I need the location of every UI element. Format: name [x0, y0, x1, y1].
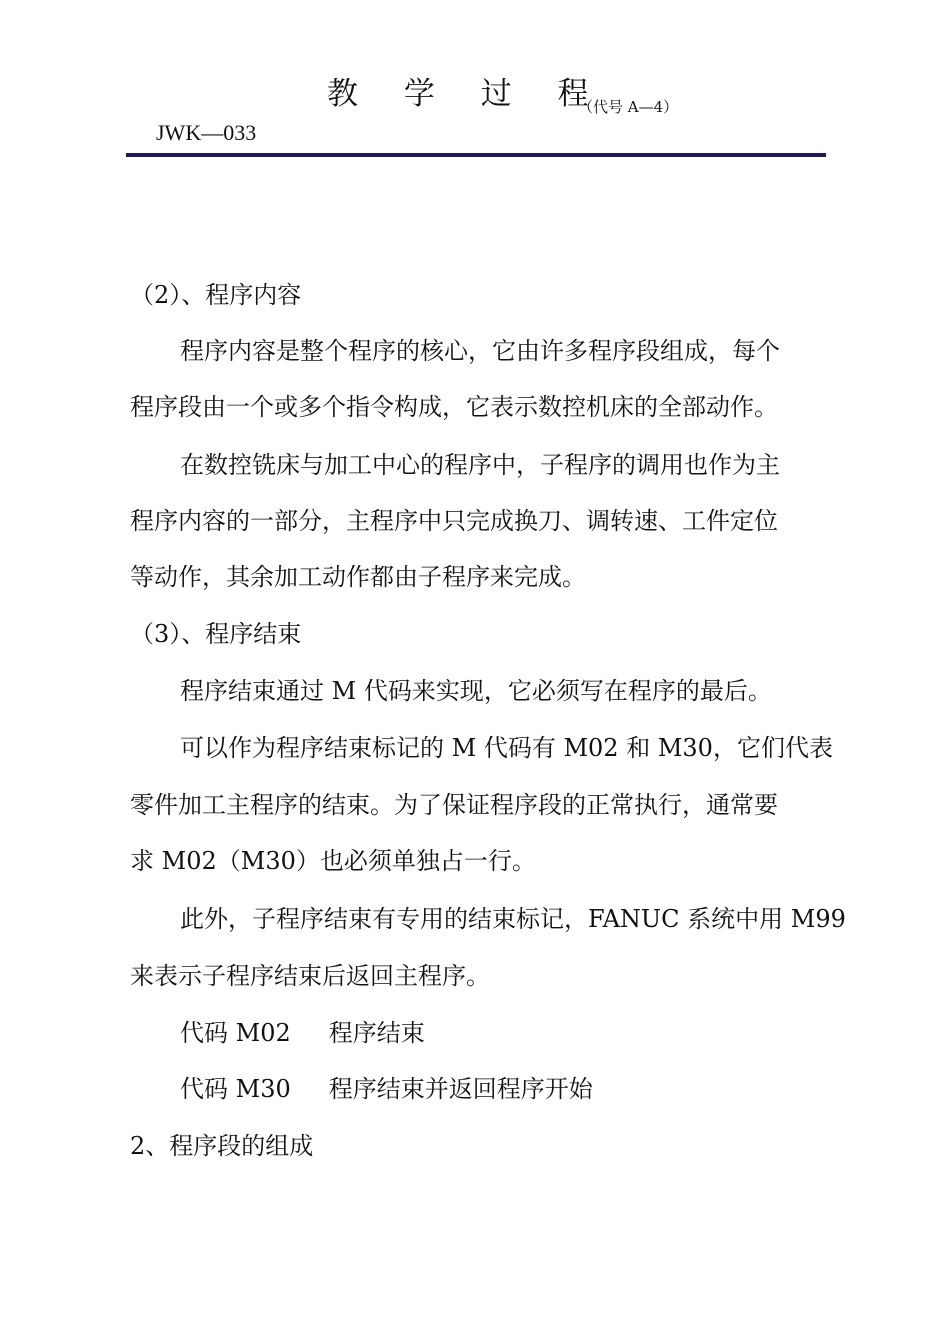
paragraph-line: 程序段由一个或多个指令构成，它表示数控机床的全部动作。: [130, 393, 778, 421]
code-row: [180, 1018, 425, 1048]
code-note: （代号 A—4）: [578, 98, 679, 116]
subheading-program-end: （3）、程序结束: [130, 620, 302, 648]
code-label: 代码 M30: [180, 1075, 291, 1103]
code-label: 代码 M02: [180, 1019, 291, 1047]
code-meaning: 程序结束并返回程序开始: [328, 1075, 593, 1103]
paragraph-line: 零件加工主程序的结束。为了保证程序段的正常执行，通常要: [130, 791, 778, 819]
code-row: [180, 1074, 593, 1104]
subheading-program-content: （2）、程序内容: [130, 281, 302, 309]
paragraph-line: 此外，子程序结束有专用的结束标记，FANUC 系统中用 M99: [180, 905, 846, 933]
paragraph-line: 程序内容是整个程序的核心，它由许多程序段组成，每个: [180, 337, 780, 365]
section-heading: 2、程序段的组成: [130, 1132, 314, 1160]
paragraph-line: 求 M02（M30）也必须单独占一行。: [130, 847, 536, 875]
paragraph-line: 在数控铣床与加工中心的程序中，子程序的调用也作为主: [180, 451, 780, 479]
paragraph-line: 来表示子程序结束后返回主程序。: [130, 962, 490, 990]
page-title: 教 学 过 程: [327, 76, 607, 112]
paragraph-line: 可以作为程序结束标记的 M 代码有 M02 和 M30，它们代表: [180, 734, 833, 762]
doc-number: JWK—033: [156, 120, 257, 145]
header-rule: [126, 153, 826, 157]
paragraph-line: 程序内容的一部分，主程序中只完成换刀、调转速、工件定位: [130, 507, 778, 535]
paragraph-line: 等动作，其余加工动作都由子程序来完成。: [130, 563, 586, 591]
code-meaning: 程序结束: [328, 1019, 425, 1047]
paragraph-line: 程序结束通过 M 代码来实现，它必须写在程序的最后。: [180, 677, 772, 705]
